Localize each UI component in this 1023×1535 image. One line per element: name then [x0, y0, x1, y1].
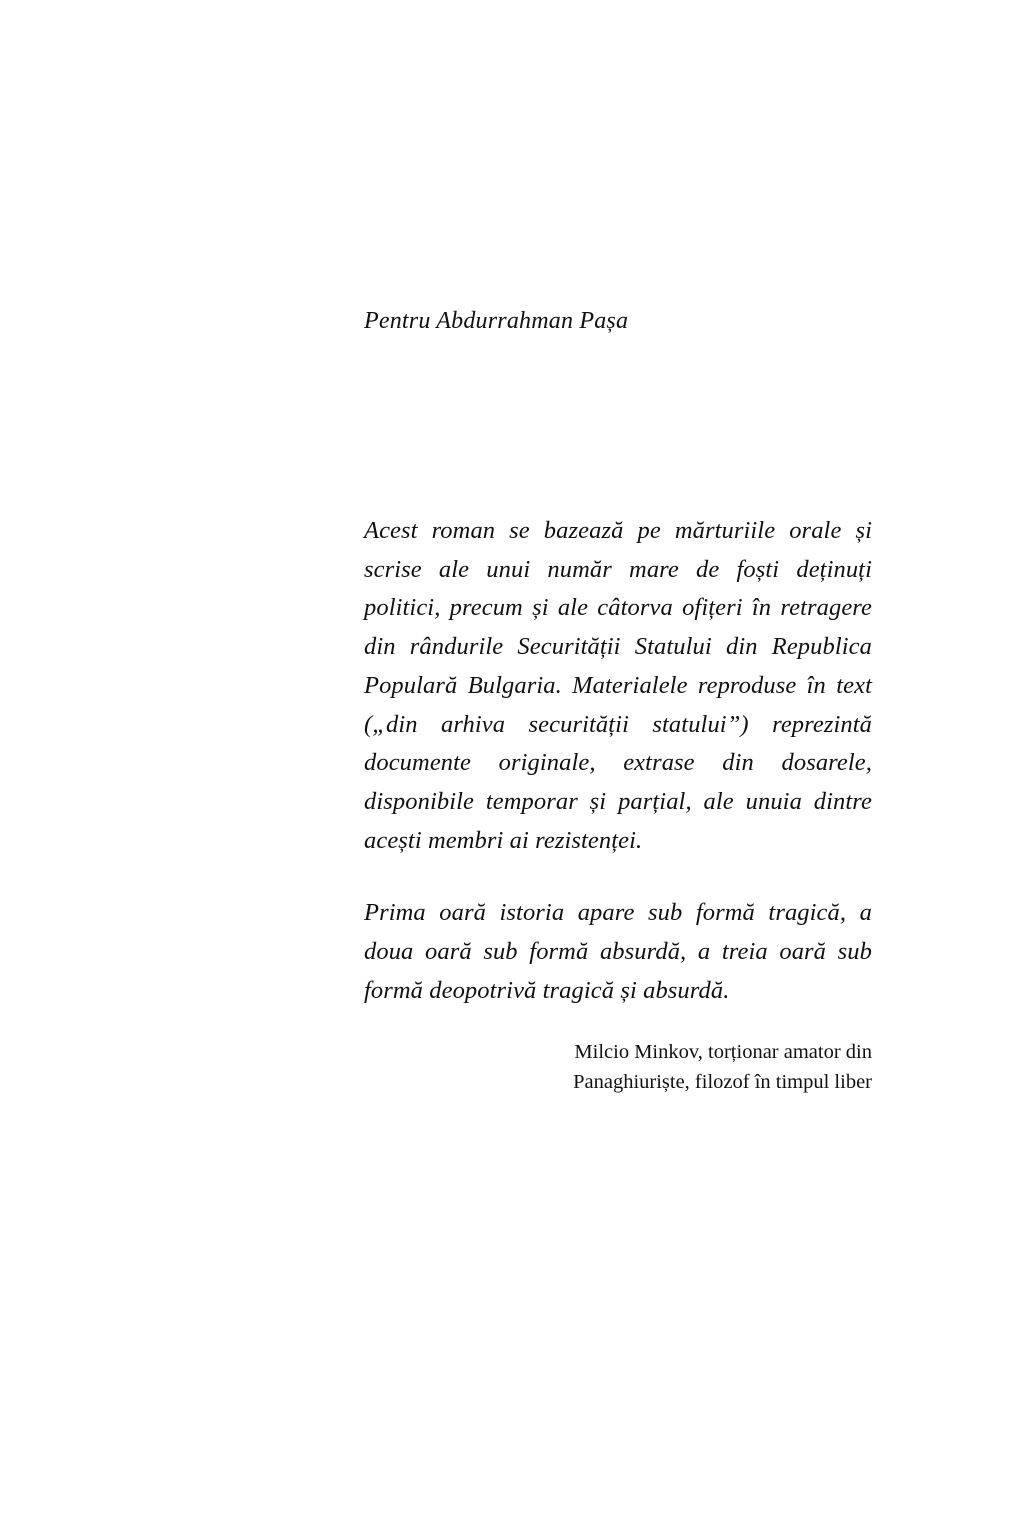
epigraph-paragraph-1: Acest roman se bazează pe mărturiile orale și scrise ale unui număr mare de foști deținuți politici, precum și ale câtorva ofițeri în retragere din rândurile Securității Statului din Republica Populară Bulgaria. Materialele reproduse în text („din arhiva securității statului”) reprezintă documente originale, extrase din dosarele, disponibile temporar și parțial, ale unuia dintre acești membri ai rezistenței.: [364, 517, 872, 854]
dedication-text: Pentru Abdurrahman Pașa: [364, 308, 629, 334]
epigraph-attribution-line-2: Panaghiuriște, filozof în timpul liber: [573, 1070, 872, 1093]
epigraph-paragraph-2: Prima oară istoria apare sub formă tragică, a doua oară sub formă absurdă, a treia oară sub formă deopotrivă tragică și absurdă.: [364, 899, 872, 1004]
epigraph-attribution-line-1: Milcio Minkov, torționar amator din: [574, 1041, 872, 1064]
epigraph-block: [364, 512, 872, 1097]
